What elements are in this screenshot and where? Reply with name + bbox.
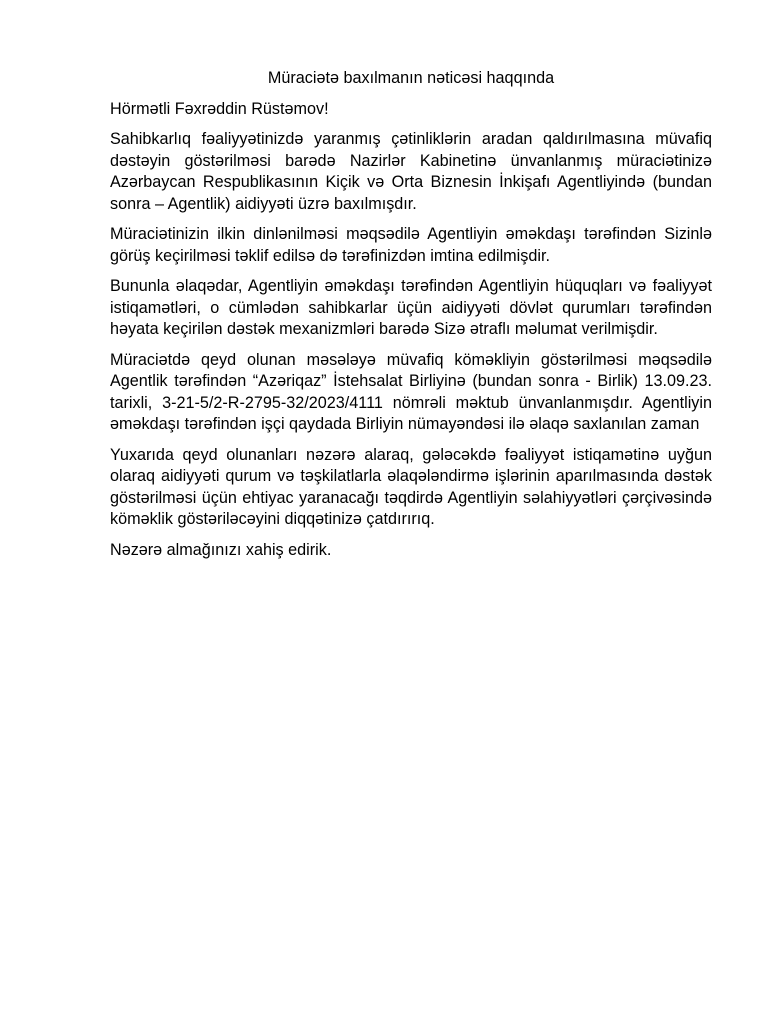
letter-closing: Nəzərə almağınızı xahiş edirik. <box>110 540 332 559</box>
letter-paragraph: Bununla əlaqədar, Agentliyin əməkdaşı tərəfindən Agentliyin hüquqları və fəaliyyət istiqamətləri, o cümlədən sahibkarlar üçün aidiyyəti dövlət qurumları tərəfindən həyata keçirilən dəstək mexanizmləri barədə Sizə ətraflı məlumat verilmişdir. <box>110 277 712 338</box>
letter-title: Müraciətə baxılmanın nəticəsi haqqında <box>267 69 555 87</box>
letter-page <box>110 68 712 570</box>
letter-greeting: Hörmətli Fəxrəddin Rüstəmov! <box>110 99 329 118</box>
letter-paragraph: Yuxarıda qeyd olunanları nəzərə alaraq, gələcəkdə fəaliyyət istiqamətinə uyğun olaraq aidiyyəti qurum və təşkilatlarla əlaqələndirmə işlərinin aparılmasında dəstək göstərilməsi üçün ehtiyac yaranacağı təqdirdə Agentliyin səlahiyyətləri çərçivəsində köməklik göstəriləcəyini diqqətinizə çatdırırıq. <box>110 445 712 528</box>
letter-paragraph: Sahibkarlıq fəaliyyətinizdə yaranmış çətinliklərin aradan qaldırılmasına müvafiq dəstəyin göstərilməsi barədə Nazirlər Kabinetinə ünvanlanmış müraciətinizə Azərbaycan Respublikasının Kiçik və Orta Biznesin İnkişafı Agentliyində (bundan sonra – Agentlik) aidiyyəti üzrə baxılmışdır. <box>110 130 712 213</box>
letter-paragraph: Müraciətinizin ilkin dinlənilməsi məqsədilə Agentliyin əməkdaşı tərəfindən Sizinlə görüş keçirilməsi təklif edilsə də tərəfinizdən imtina edilmişdir. <box>110 225 712 265</box>
letter-paragraph: Müraciətdə qeyd olunan məsələyə müvafiq köməkliyin göstərilməsi məqsədilə Agentlik tərəfindən “Azəriqaz” İstehsalat Birliyinə (bundan sonra - Birlik) 13.09.23. tarixli, 3-21-5/2-R-2795-32/2023/4111 nömrəli məktub ünvanlanmışdır. Agentliyin əməkdaşı tərəfindən işçi qaydada Birliyin nümayəndəsi ilə əlaqə saxlanılan zaman <box>110 350 712 433</box>
